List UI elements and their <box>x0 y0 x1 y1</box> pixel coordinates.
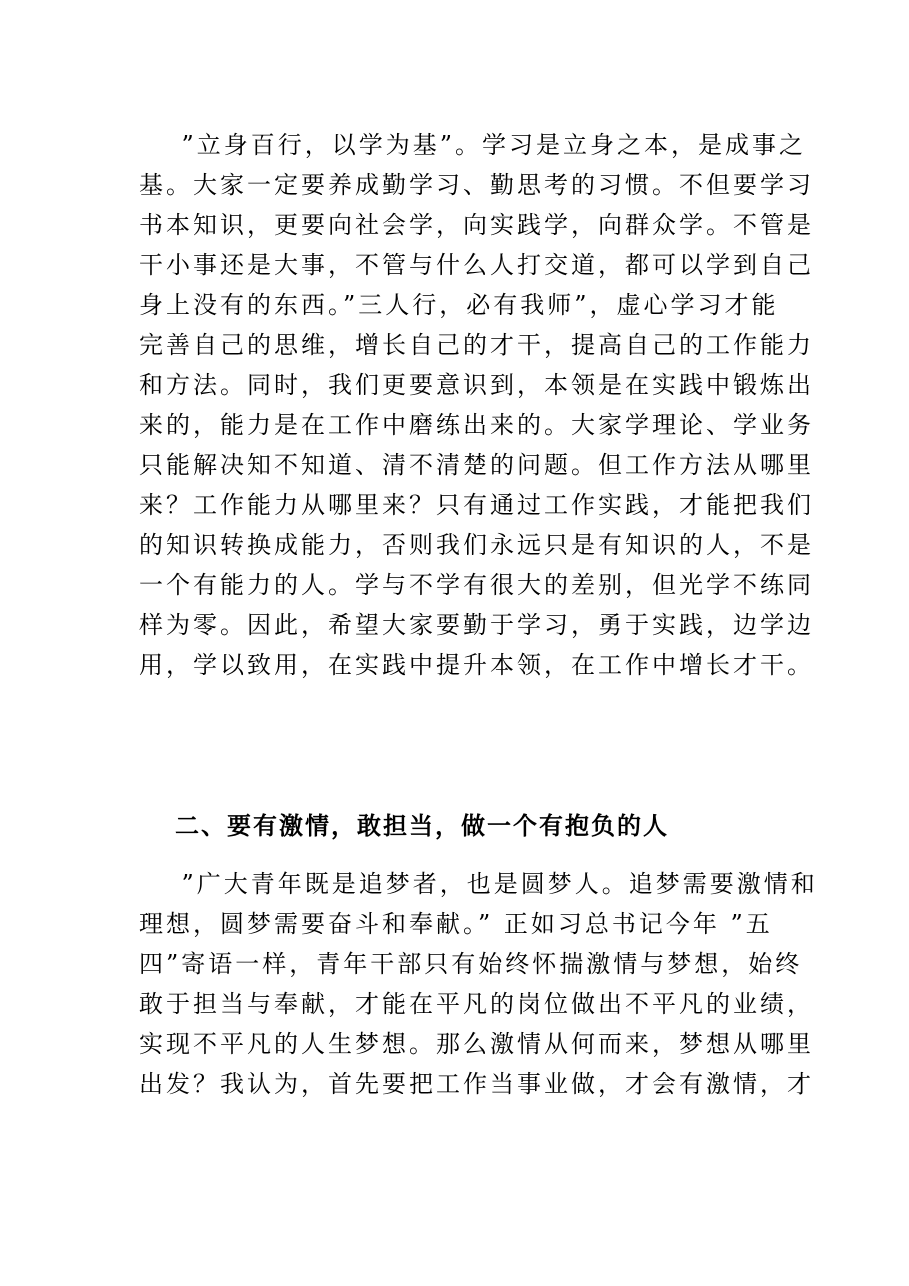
section-heading: 二、要有激情，敢担当，做一个有抱负的人 <box>175 812 669 840</box>
paragraph-line: 身上没有的东西。”三人行，必有我师”，虚心学习才能 <box>139 291 779 319</box>
paragraph-line: ”立身百行，以学为基”。学习是立身之本，是成事之 <box>139 131 807 159</box>
paragraph-line: 的知识转换成能力，否则我们永远只是有知识的人，不是 <box>139 531 814 559</box>
paragraph-line: 来的，能力是在工作中磨练出来的。大家学理论、学业务 <box>139 411 814 439</box>
paragraph-line: 四”寄语一样，青年干部只有始终怀揣激情与梦想，始终 <box>139 950 803 978</box>
paragraph-line: 理想，圆梦需要奋斗和奉献。” 正如习总书记今年 ”五 <box>139 910 773 938</box>
paragraph-line: 样为零。因此，希望大家要勤于学习，勇于实践，边学边 <box>139 611 814 639</box>
paragraph-line: 书本知识，更要向社会学，向实践学，向群众学。不管是 <box>139 211 814 239</box>
paragraph-line: 用，学以致用，在实践中提升本领，在工作中增长才干。 <box>139 651 814 679</box>
paragraph-learning <box>139 125 814 685</box>
paragraph-line: 一个有能力的人。学与不学有很大的差别，但光学不练同 <box>139 571 814 599</box>
paragraph-line: 和方法。同时，我们更要意识到，本领是在实践中锻炼出 <box>139 371 814 399</box>
paragraph-line: 实现不平凡的人生梦想。那么激情从何而来，梦想从哪里 <box>139 1030 814 1058</box>
paragraph-line: 基。大家一定要养成勤学习、勤思考的习惯。不但要学习 <box>139 171 814 199</box>
paragraph-passion <box>139 864 818 1104</box>
paragraph-line: ”广大青年既是追梦者，也是圆梦人。追梦需要激情和 <box>139 870 818 898</box>
paragraph-line: 敢于担当与奉献，才能在平凡的岗位做出不平凡的业绩， <box>139 990 814 1018</box>
paragraph-line: 干小事还是大事，不管与什么人打交道，都可以学到自己 <box>139 251 814 279</box>
paragraph-line: 只能解决知不知道、清不清楚的问题。但工作方法从哪里 <box>139 451 814 479</box>
paragraph-line: 来？工作能力从哪里来？只有通过工作实践，才能把我们 <box>139 491 814 519</box>
paragraph-line: 完善自己的思维，增长自己的才干，提高自己的工作能力 <box>139 331 814 359</box>
paragraph-line: 出发？我认为，首先要把工作当事业做，才会有激情，才 <box>139 1070 814 1098</box>
